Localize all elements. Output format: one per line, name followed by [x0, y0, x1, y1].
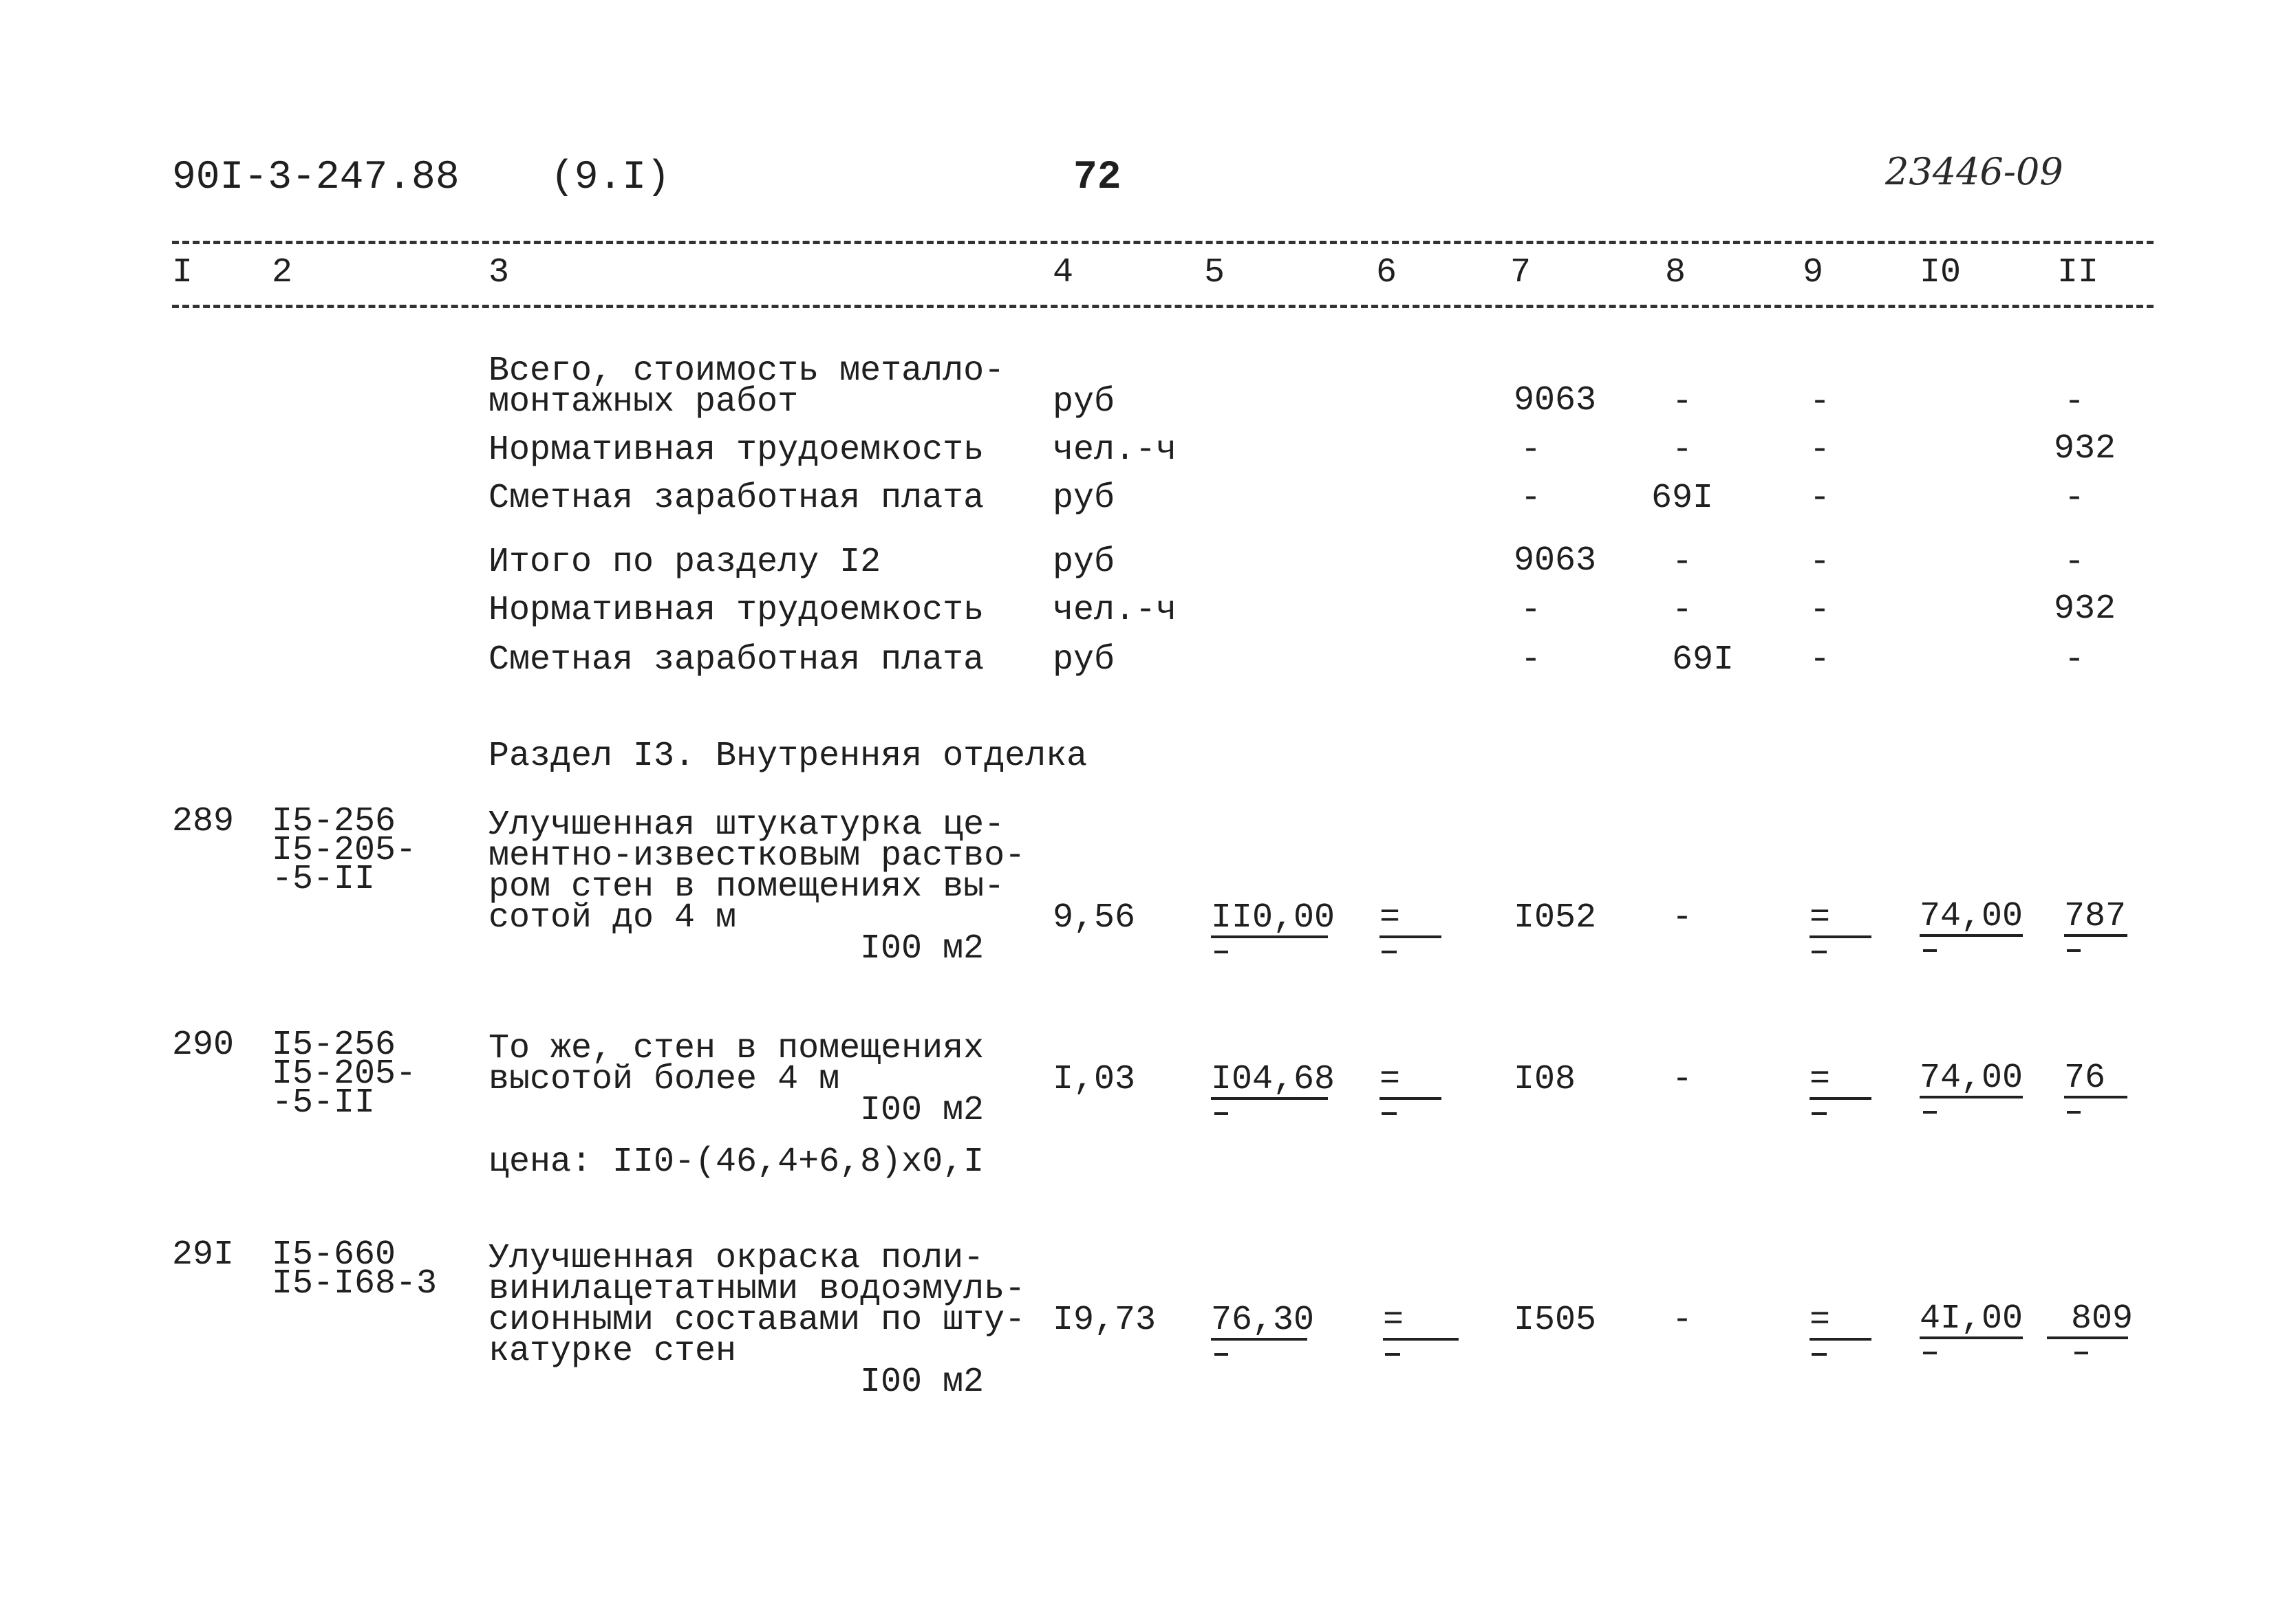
col6-sub-mark	[1385, 1353, 1400, 1356]
item-code: I5-205-	[272, 1054, 417, 1094]
row-unit: руб	[1053, 543, 1115, 582]
item-code: -5-II	[272, 1083, 376, 1123]
item-number: 290	[172, 1026, 235, 1065]
item-col10: 74,00	[1920, 1059, 2023, 1098]
col11-underline	[2064, 1096, 2127, 1098]
column-header-9: 9	[1803, 253, 1824, 292]
row-col8: -	[1672, 591, 1693, 630]
section-title: Раздел I3. Внутренняя отделка	[489, 737, 1088, 776]
col9-underline	[1810, 1338, 1871, 1341]
col10-underline	[1920, 934, 2023, 937]
item-col11: 787	[2064, 897, 2127, 936]
item-description-line: высотой более 4 м	[489, 1060, 840, 1099]
row-col7: 9063	[1514, 381, 1597, 420]
column-header-10: I0	[1920, 253, 1962, 292]
row-col8: -	[1672, 431, 1693, 470]
col9-sub-mark	[1812, 951, 1827, 953]
item-col9: =	[1810, 1060, 1831, 1099]
col11-sub-mark	[2067, 1111, 2081, 1114]
row-col11: -	[2064, 543, 2085, 582]
row-col9: -	[1810, 591, 1831, 630]
col9-underline	[1810, 935, 1871, 938]
item-description-line: винилацетатными водоэмуль-	[489, 1270, 1026, 1309]
item-col9: =	[1810, 1301, 1831, 1340]
col10-sub-mark	[1923, 1111, 1937, 1114]
item-col6: =	[1379, 1060, 1401, 1099]
column-header-3: 3	[489, 253, 510, 292]
col11-sub-mark	[2067, 949, 2081, 952]
item-col8: -	[1672, 1060, 1693, 1099]
item-code: I5-256	[272, 1026, 396, 1065]
table-header-rule	[172, 305, 2154, 308]
item-col7: I052	[1514, 898, 1597, 938]
col9-sub-mark	[1812, 1353, 1827, 1356]
item-description-line: ром стен в помещениях вы-	[489, 867, 1005, 907]
item-price-note: цена: II0-(46,4+6,8)x0,I	[489, 1143, 985, 1182]
item-col6: =	[1379, 898, 1401, 938]
row-unit: руб	[1053, 479, 1115, 518]
item-description-line: сионными составами по шту-	[489, 1301, 1026, 1340]
item-col11: 76	[2064, 1059, 2106, 1098]
row-unit: руб	[1053, 382, 1115, 422]
item-unit: I00 м2	[860, 1363, 985, 1402]
item-quantity: I,03	[1053, 1060, 1136, 1099]
page-number: 72	[1073, 155, 1121, 200]
section-number: (9.I)	[550, 155, 671, 200]
price-sub-mark	[1214, 951, 1228, 953]
row-unit: чел.-ч	[1053, 591, 1177, 630]
row-col9: -	[1810, 543, 1831, 582]
column-header-4: 4	[1053, 253, 1074, 292]
col10-sub-mark	[1923, 949, 1937, 952]
row-col11: -	[2064, 640, 2085, 680]
row-label: Сметная заработная плата	[489, 640, 985, 680]
item-code: I5-660	[272, 1235, 396, 1275]
row-col8: -	[1672, 382, 1693, 422]
totals-title-line: монтажных работ	[489, 382, 799, 422]
item-description-line: То же, стен в помещениях	[489, 1029, 985, 1068]
item-description-line: Улучшенная штукатурка це-	[489, 805, 1005, 845]
price-sub-mark	[1214, 1112, 1228, 1115]
column-header-7: 7	[1510, 253, 1532, 292]
row-label: Итого по разделу I2	[489, 543, 881, 582]
item-col6: =	[1383, 1301, 1404, 1340]
item-unit: I00 м2	[860, 1091, 985, 1130]
row-col11: 932	[2054, 589, 2116, 629]
col6-underline	[1379, 935, 1441, 938]
col11-sub-mark	[2074, 1352, 2088, 1354]
item-description-line: ментно-известковым раство-	[489, 836, 1026, 876]
row-col7: -	[1521, 431, 1542, 470]
item-description-line: Улучшенная окраска поли-	[489, 1239, 985, 1278]
row-col9: -	[1810, 431, 1831, 470]
item-col8: -	[1672, 898, 1693, 938]
totals-title-line: Всего, стоимость металло-	[489, 351, 1005, 391]
item-col10: 74,00	[1920, 897, 2023, 936]
item-number: 289	[172, 802, 235, 841]
item-col11: 809	[2071, 1299, 2134, 1339]
col6-sub-mark	[1382, 951, 1397, 953]
row-label: Сметная заработная плата	[489, 479, 985, 518]
row-label: Нормативная трудоемкость	[489, 431, 985, 470]
item-code: I5-205-	[272, 831, 417, 870]
row-col7: -	[1521, 640, 1542, 680]
col10-sub-mark	[1923, 1352, 1937, 1354]
row-col7: -	[1521, 591, 1542, 630]
column-header-1: I	[172, 253, 193, 292]
item-unit: I00 м2	[860, 929, 985, 968]
table-top-rule	[172, 241, 2154, 244]
price-underline	[1211, 935, 1328, 938]
column-header-11: II	[2057, 253, 2099, 292]
col9-underline	[1810, 1097, 1871, 1100]
price-underline	[1211, 1097, 1328, 1100]
col10-underline	[1920, 1096, 2023, 1098]
col6-underline	[1383, 1338, 1459, 1341]
row-col8: -	[1672, 543, 1693, 582]
row-col11: -	[2064, 382, 2085, 422]
item-quantity: I9,73	[1053, 1301, 1157, 1340]
item-description-line: катурке стен	[489, 1332, 737, 1371]
item-unit-price: 76,30	[1211, 1301, 1315, 1340]
document-reference: 23446-09	[1885, 150, 2063, 193]
item-col10: 4I,00	[1920, 1299, 2023, 1339]
item-description-line: сотой до 4 м	[489, 898, 737, 938]
item-unit-price: II0,00	[1211, 898, 1335, 938]
col9-sub-mark	[1812, 1112, 1827, 1115]
item-col7: I505	[1514, 1301, 1597, 1340]
col6-sub-mark	[1382, 1112, 1397, 1115]
item-col8: -	[1672, 1301, 1693, 1340]
row-label: Нормативная трудоемкость	[489, 591, 985, 630]
item-col7: I08	[1514, 1060, 1576, 1099]
item-code: I5-256	[272, 802, 396, 841]
price-underline	[1211, 1338, 1307, 1341]
column-header-5: 5	[1204, 253, 1225, 292]
row-unit: руб	[1053, 640, 1115, 680]
row-col7: -	[1521, 479, 1542, 518]
row-col7: 9063	[1514, 541, 1597, 581]
row-col8: 69I	[1672, 640, 1735, 680]
row-col11: 932	[2054, 429, 2116, 468]
column-header-2: 2	[272, 253, 293, 292]
document-code: 90I-3-247.88	[172, 155, 460, 200]
row-col9: -	[1810, 479, 1831, 518]
row-col8: 69I	[1651, 479, 1714, 518]
item-number: 29I	[172, 1235, 235, 1275]
col11-underline	[2064, 934, 2127, 937]
col11-underline	[2047, 1336, 2128, 1339]
column-header-8: 8	[1665, 253, 1686, 292]
row-col11: -	[2064, 479, 2085, 518]
item-col9: =	[1810, 898, 1831, 938]
price-sub-mark	[1214, 1353, 1228, 1356]
col10-underline	[1920, 1336, 2023, 1339]
item-code: I5-I68-3	[272, 1264, 438, 1303]
item-code: -5-II	[272, 860, 376, 899]
row-col9: -	[1810, 640, 1831, 680]
column-header-6: 6	[1376, 253, 1397, 292]
item-unit-price: I04,68	[1211, 1060, 1335, 1099]
col6-underline	[1379, 1097, 1441, 1100]
row-col9: -	[1810, 382, 1831, 422]
row-unit: чел.-ч	[1053, 431, 1177, 470]
item-quantity: 9,56	[1053, 898, 1136, 938]
